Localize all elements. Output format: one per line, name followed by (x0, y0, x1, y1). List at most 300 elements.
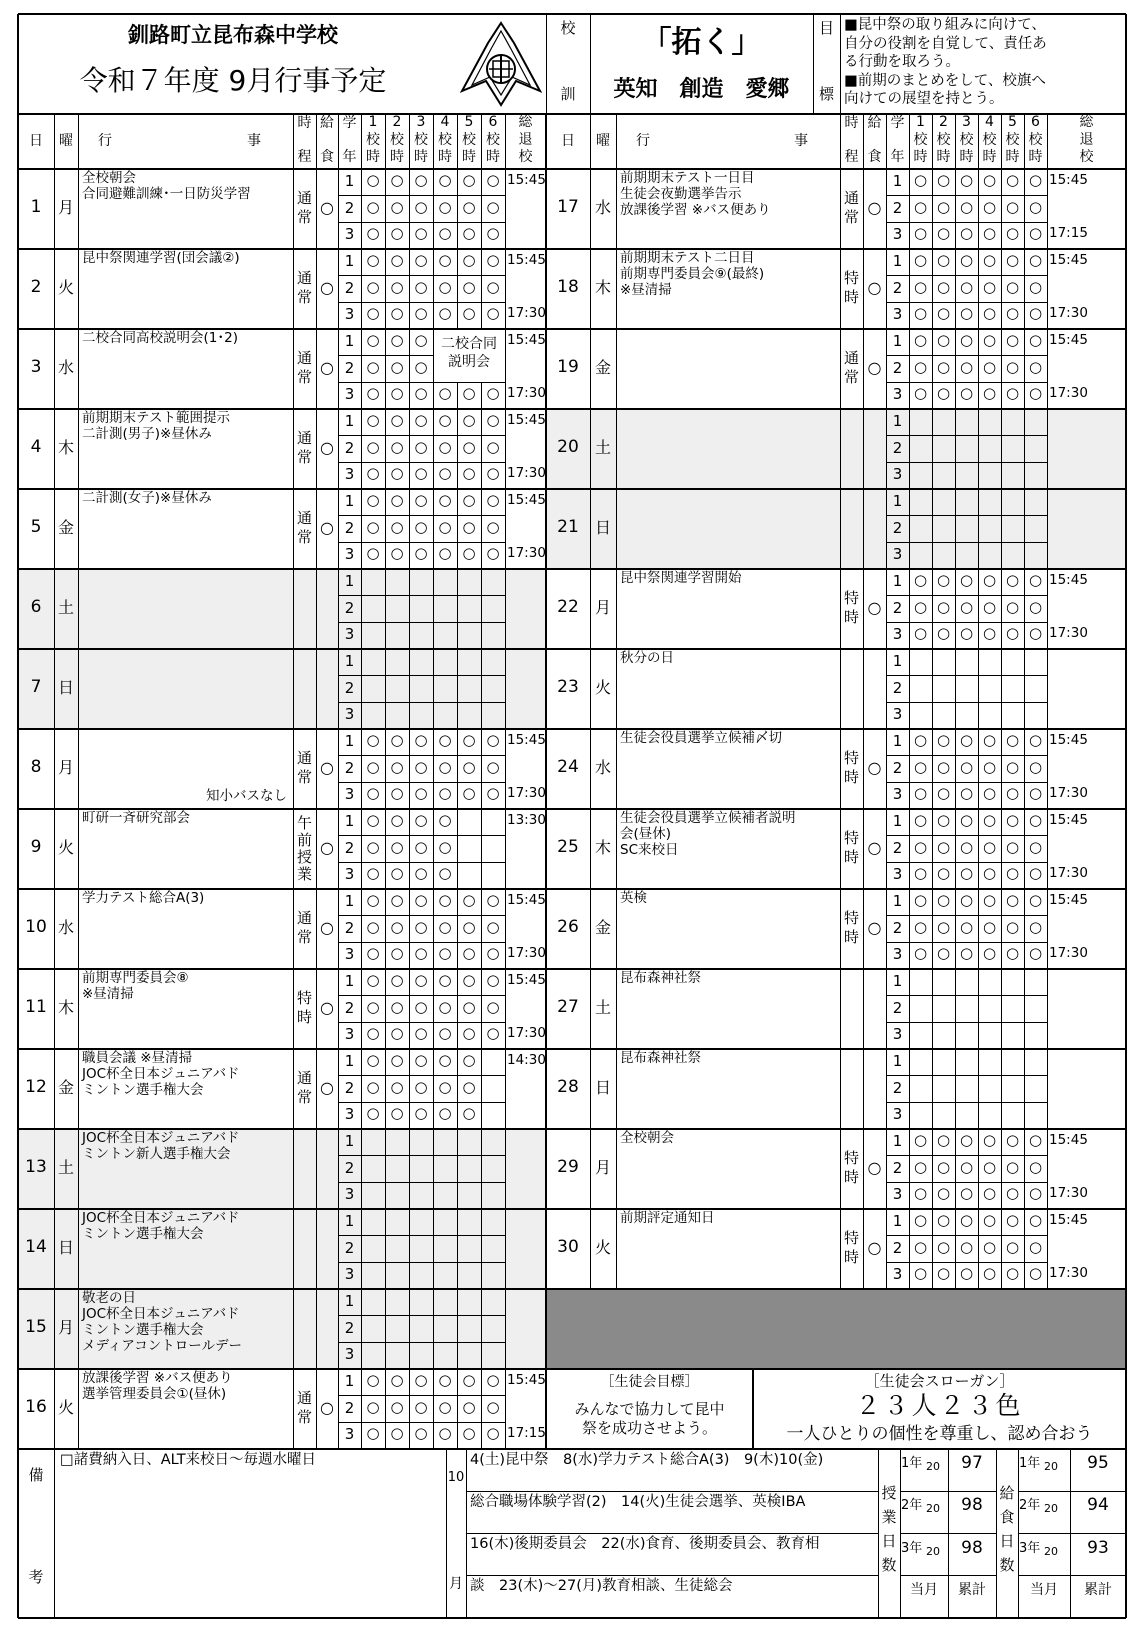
event-line: 前期期末テスト範囲提示 (82, 410, 230, 426)
period-mark: ○ (913, 1264, 928, 1283)
period-mark: ○ (462, 917, 476, 936)
schedule-type: 通 (296, 909, 312, 927)
period-mark: ○ (913, 197, 928, 216)
period-mark: ○ (959, 917, 974, 936)
period-mark: ○ (438, 1051, 452, 1069)
period-mark: ○ (1028, 357, 1043, 376)
period-mark: ○ (390, 171, 404, 189)
day-number: 20 (557, 437, 579, 457)
event-line: 前期期末テスト二日目 (620, 250, 755, 266)
period-mark: ○ (1005, 224, 1020, 243)
day-number: 8 (30, 757, 42, 777)
col-timeslot: 程 (297, 149, 312, 165)
period-mark: ○ (414, 864, 428, 883)
period-mark: ○ (438, 411, 452, 429)
period-mark: ○ (366, 944, 380, 963)
grade-number: 2 (892, 358, 903, 377)
lunch-mark: ○ (867, 1238, 882, 1257)
col-lunch: 食 (867, 149, 882, 165)
event-line: 秋分の日 (620, 650, 674, 666)
schedule-type: 特 (843, 589, 859, 607)
event-line: 敬老の日 (82, 1290, 136, 1306)
weekday: 月 (57, 758, 74, 777)
lunch-mark: ○ (320, 358, 334, 377)
period-mark: ○ (462, 997, 476, 1016)
period-mark: ○ (982, 571, 997, 589)
this-month-label: 当月 (1030, 1581, 1058, 1598)
period-mark: ○ (414, 491, 428, 509)
period-mark: ○ (366, 1397, 380, 1416)
grade-number: 1 (344, 812, 355, 830)
period-mark: ○ (390, 1424, 404, 1443)
day-number: 18 (557, 277, 579, 297)
period-mark: ○ (366, 837, 380, 856)
grade-number: 1 (344, 412, 355, 430)
event-line: 昆中祭関連学習(団会議②) (82, 250, 240, 266)
grade-number: 2 (344, 438, 355, 457)
period-mark: ○ (486, 891, 500, 909)
schedule-type: 通 (296, 189, 312, 207)
dismiss-time: 17:30 (507, 385, 546, 402)
period-mark: ○ (438, 811, 452, 829)
weekday: 水 (594, 198, 611, 217)
dismiss-time: 17:30 (1049, 785, 1088, 802)
event-line: JOC杯全日本ジュニアバド (82, 1306, 240, 1322)
schedule-type: 通 (843, 189, 859, 207)
col-period: 校 (414, 131, 428, 148)
event-line: 英検 (620, 890, 647, 906)
days-count-label: 日 (999, 1532, 1015, 1550)
period-mark: ○ (913, 384, 928, 403)
period-mark: ○ (390, 944, 404, 963)
grade-number: 3 (892, 545, 903, 564)
period-mark: ○ (936, 1211, 951, 1229)
grade-number: 3 (344, 1185, 355, 1204)
col-timeslot: 程 (844, 149, 859, 165)
period-mark: ○ (1005, 197, 1020, 216)
period-mark: ○ (959, 384, 974, 403)
grade-number: 2 (892, 598, 903, 617)
period-mark: ○ (438, 171, 452, 189)
period-mark: ○ (936, 357, 951, 376)
dismiss-time: 15:45 (1049, 1132, 1088, 1148)
grade-number: 1 (344, 1052, 355, 1070)
period-mark: ○ (366, 331, 380, 349)
period-mark: ○ (438, 917, 452, 936)
grade-number: 1 (892, 252, 903, 270)
grade-number: 2 (892, 838, 903, 857)
days-count-label: 給 (999, 1484, 1015, 1502)
days-count-total: 94 (1087, 1495, 1109, 1516)
lunch-mark: ○ (320, 838, 334, 857)
event-line: 二校合同高校説明会(1･2) (82, 330, 238, 346)
period-mark: ○ (913, 277, 928, 296)
dismiss-time: 15:45 (507, 1372, 546, 1388)
days-count-month: 20 (926, 1544, 940, 1558)
period-mark: ○ (462, 1424, 476, 1443)
period-mark: ○ (462, 464, 476, 483)
period-mark: ○ (1005, 1264, 1020, 1283)
period-mark: ○ (414, 331, 428, 349)
period-mark: ○ (390, 971, 404, 989)
period-mark: ○ (913, 917, 928, 936)
period-mark: ○ (1005, 1184, 1020, 1203)
period-mark: ○ (1028, 811, 1043, 829)
period-mark: ○ (1005, 811, 1020, 829)
lunch-mark: ○ (320, 438, 334, 457)
dismiss-time: 17:30 (1049, 1265, 1088, 1282)
event-line: ※昼清掃 (82, 986, 134, 1002)
col-lunch: 給 (320, 115, 334, 131)
period-mark: ○ (390, 197, 404, 216)
period-mark: ○ (390, 891, 404, 909)
weekday: 水 (57, 358, 74, 377)
period-mark: ○ (982, 917, 997, 936)
schedule-type: 常 (296, 1408, 312, 1426)
period-mark: ○ (366, 357, 380, 376)
event-line: 前期専門委員会⑨(最終) (620, 266, 765, 282)
period-mark: ○ (438, 891, 452, 909)
grade-number: 1 (344, 1372, 355, 1390)
period-mark: ○ (959, 1264, 974, 1283)
period-mark: ○ (982, 837, 997, 856)
period-mark: ○ (366, 864, 380, 883)
period-mark: ○ (462, 224, 476, 243)
grade-number: 3 (344, 1265, 355, 1284)
day-number: 19 (557, 357, 579, 377)
grade-number: 1 (344, 332, 355, 350)
joint-session-note: 説明会 (448, 354, 490, 370)
period-mark: ○ (390, 517, 404, 536)
schedule-type: 常 (296, 448, 312, 466)
period-mark: ○ (414, 1371, 428, 1389)
event-line: 前期評定通知日 (620, 1210, 715, 1226)
period-mark: ○ (390, 1104, 404, 1123)
goal-line: る行動を取ろう。 (844, 54, 960, 70)
cumulative-label: 累計 (958, 1581, 986, 1598)
grade-number: 2 (344, 278, 355, 297)
period-mark: ○ (1005, 251, 1020, 269)
period-mark: ○ (1005, 864, 1020, 883)
period-mark: ○ (414, 1077, 428, 1096)
goal-line: 自分の役割を自覚して、責任あ (844, 35, 1047, 52)
day-number: 17 (557, 197, 579, 217)
period-mark: ○ (414, 437, 428, 456)
period-mark: ○ (1028, 731, 1043, 749)
period-mark: ○ (486, 757, 500, 776)
col-dismiss: 校 (1079, 149, 1094, 165)
period-mark: ○ (486, 277, 500, 296)
period-mark: ○ (414, 251, 428, 269)
period-mark: ○ (414, 784, 428, 803)
period-mark: ○ (414, 731, 428, 749)
period-mark: ○ (936, 171, 951, 189)
weekday: 木 (594, 838, 611, 857)
col-period: 時 (390, 149, 404, 165)
grade-number: 2 (892, 758, 903, 777)
motto-label: 校 (560, 19, 576, 37)
period-mark: ○ (486, 971, 500, 989)
event-line: ミントン選手権大会 (82, 1322, 204, 1338)
day-number: 27 (557, 997, 579, 1017)
col-grade: 年 (342, 149, 357, 165)
period-mark: ○ (1028, 757, 1043, 776)
period-mark: ○ (414, 517, 428, 536)
event-line: 昆中祭関連学習開始 (620, 570, 742, 586)
goal-line: ■前期のまとめをして、校旗へ (844, 72, 1046, 89)
dismiss-time: 17:30 (1049, 385, 1088, 402)
period-mark: ○ (982, 357, 997, 376)
grade-number: 2 (892, 278, 903, 297)
period-mark: ○ (1028, 1184, 1043, 1203)
weekday: 水 (594, 758, 611, 777)
event-line: 二計測(女子)※昼休み (82, 490, 212, 506)
grade-number: 3 (892, 465, 903, 484)
period-mark: ○ (959, 224, 974, 243)
weekday: 月 (57, 198, 74, 217)
grade-number: 3 (344, 785, 355, 804)
grade-number: 1 (344, 892, 355, 910)
period-mark: ○ (414, 464, 428, 483)
period-mark: ○ (486, 1424, 500, 1443)
schedule-type: 通 (296, 269, 312, 287)
period-mark: ○ (936, 251, 951, 269)
page-title: 令和７年度 9月行事予定 (79, 64, 387, 97)
schedule-type: 常 (296, 288, 312, 306)
day-number: 15 (25, 1317, 47, 1337)
period-mark: ○ (390, 491, 404, 509)
period-mark: ○ (366, 491, 380, 509)
event-line: 放課後学習 ※バス便あり (82, 1370, 233, 1386)
period-mark: ○ (913, 357, 928, 376)
schedule-type: 特 (843, 1229, 859, 1247)
period-mark: ○ (366, 544, 380, 563)
col-period: 時 (414, 149, 428, 165)
period-mark: ○ (438, 784, 452, 803)
days-count-total: 98 (961, 1495, 983, 1516)
period-mark: ○ (1028, 1211, 1043, 1229)
day-number: 5 (30, 517, 42, 537)
october-event-line: 談 23(木)～27(月)教育相談、生徒総会 (470, 1578, 733, 1594)
schedule-type: 常 (296, 928, 312, 946)
period-mark: ○ (438, 517, 452, 536)
weekday: 金 (57, 1078, 74, 1097)
school-name: 釧路町立昆布森中学校 (128, 23, 338, 47)
period-mark: ○ (414, 917, 428, 936)
period-mark: ○ (366, 411, 380, 429)
event-line: 選挙管理委員会①(昼休) (82, 1386, 227, 1402)
day-number: 22 (557, 597, 579, 617)
goal-label: 標 (818, 85, 834, 103)
period-mark: ○ (936, 304, 951, 323)
dismiss-time: 17:30 (507, 945, 546, 962)
grade-number: 2 (344, 918, 355, 937)
period-mark: ○ (438, 864, 452, 883)
period-mark: ○ (390, 731, 404, 749)
period-mark: ○ (913, 1131, 928, 1149)
joint-session-note: 二校合同 (441, 336, 497, 352)
grade-number: 2 (344, 998, 355, 1017)
period-mark: ○ (1028, 864, 1043, 883)
period-mark: ○ (438, 251, 452, 269)
period-mark: ○ (486, 944, 500, 963)
lunch-mark: ○ (320, 518, 334, 537)
period-mark: ○ (1028, 1237, 1043, 1256)
schedule-type: 時 (843, 768, 859, 786)
weekday: 火 (594, 678, 611, 697)
period-mark: ○ (936, 571, 951, 589)
period-mark: ○ (1005, 1157, 1020, 1176)
col-period: 時 (913, 149, 928, 165)
period-mark: ○ (366, 784, 380, 803)
grade-number: 1 (344, 252, 355, 270)
period-mark: ○ (959, 304, 974, 323)
dismiss-time: 14:30 (507, 1052, 546, 1068)
period-mark: ○ (936, 891, 951, 909)
period-mark: ○ (959, 837, 974, 856)
grade-number: 3 (344, 465, 355, 484)
october-event-line: 総合職場体験学習(2) 14(火)生徒会選挙、英検IBA (470, 1494, 806, 1510)
period-mark: ○ (366, 224, 380, 243)
day-number: 10 (25, 917, 47, 937)
weekday: 水 (57, 918, 74, 937)
period-mark: ○ (414, 277, 428, 296)
period-mark: ○ (1028, 384, 1043, 403)
period-mark: ○ (486, 1371, 500, 1389)
days-count-label: 数 (999, 1556, 1015, 1574)
student-goal-line: 祭を成功させよう。 (581, 1419, 717, 1437)
period-mark: ○ (462, 304, 476, 323)
grade-number: 1 (892, 1212, 903, 1230)
period-mark: ○ (1005, 304, 1020, 323)
col-dismiss: 総 (518, 114, 533, 130)
lunch-mark: ○ (867, 278, 882, 297)
period-mark: ○ (1005, 357, 1020, 376)
dismiss-time: 15:45 (507, 172, 546, 188)
period-mark: ○ (390, 384, 404, 403)
schedule-type: 授 (296, 848, 312, 866)
period-mark: ○ (1028, 891, 1043, 909)
period-mark: ○ (913, 731, 928, 749)
period-mark: ○ (366, 1024, 380, 1043)
period-mark: ○ (390, 544, 404, 563)
grade-number: 2 (344, 678, 355, 697)
period-mark: ○ (982, 1157, 997, 1176)
dismiss-time: 15:45 (507, 732, 546, 748)
schedule-type: 通 (296, 749, 312, 767)
col-period: 時 (982, 149, 997, 165)
grade-number: 1 (892, 572, 903, 590)
event-line: 全校朝会 (82, 170, 136, 186)
period-mark: ○ (913, 304, 928, 323)
grade-number: 3 (344, 225, 355, 244)
col-period: 1 (916, 114, 925, 130)
period-mark: ○ (486, 197, 500, 216)
dismiss-time: 17:30 (507, 1025, 546, 1042)
period-mark: ○ (982, 891, 997, 909)
dismiss-time: 15:45 (507, 972, 546, 988)
day-number: 14 (25, 1237, 47, 1257)
grade-number: 1 (344, 972, 355, 990)
period-mark: ○ (959, 1184, 974, 1203)
period-mark: ○ (438, 1424, 452, 1443)
motto-label: 訓 (560, 85, 576, 103)
period-mark: ○ (936, 331, 951, 349)
dismiss-time: 17:30 (507, 305, 546, 322)
grade-number: 1 (892, 892, 903, 910)
period-mark: ○ (390, 357, 404, 376)
period-mark: ○ (414, 891, 428, 909)
unused-row-block (546, 1289, 1126, 1369)
period-mark: ○ (913, 251, 928, 269)
period-mark: ○ (390, 331, 404, 349)
dismiss-time: 17:15 (507, 1425, 546, 1442)
period-mark: ○ (414, 224, 428, 243)
period-mark: ○ (936, 1237, 951, 1256)
period-mark: ○ (936, 811, 951, 829)
period-mark: ○ (486, 224, 500, 243)
grade-number: 2 (344, 1318, 355, 1337)
col-period: 3 (962, 114, 971, 130)
weekday: 土 (594, 438, 611, 457)
school-crest-icon (456, 19, 546, 109)
notes-text: □諸費納入日、ALT来校日～毎週水曜日 (60, 1452, 317, 1468)
schedule-type: 常 (296, 368, 312, 386)
period-mark: ○ (414, 171, 428, 189)
grade-number: 1 (344, 652, 355, 670)
col-period: 時 (438, 149, 452, 165)
col-period: 2 (392, 114, 402, 130)
period-mark: ○ (913, 331, 928, 349)
grade-number: 1 (344, 172, 355, 190)
period-mark: ○ (462, 384, 476, 403)
days-count-label: 食 (999, 1508, 1015, 1526)
period-mark: ○ (366, 197, 380, 216)
period-mark: ○ (913, 784, 928, 803)
col-period: 時 (366, 149, 380, 165)
period-mark: ○ (913, 1157, 928, 1176)
grade-number: 1 (344, 732, 355, 750)
period-mark: ○ (462, 544, 476, 563)
event-line: 昆布森神社祭 (620, 970, 701, 986)
notes-label: 考 (28, 1568, 44, 1586)
period-mark: ○ (462, 891, 476, 909)
weekday: 木 (57, 998, 74, 1017)
period-mark: ○ (982, 251, 997, 269)
col-period: 4 (985, 114, 994, 130)
grade-number: 2 (344, 598, 355, 617)
period-mark: ○ (1005, 624, 1020, 643)
col-event: 事 (794, 133, 808, 149)
period-mark: ○ (959, 1157, 974, 1176)
event-line: ミントン選手権大会 (82, 1082, 204, 1098)
weekday: 木 (57, 438, 74, 457)
period-mark: ○ (366, 1104, 380, 1123)
this-month-label: 当月 (910, 1581, 938, 1598)
schedule-type: 通 (843, 349, 859, 367)
event-line: 町研一斉研究部会 (82, 810, 190, 826)
schedule-type: 常 (296, 768, 312, 786)
days-count-label: 日 (881, 1532, 897, 1550)
col-period: 校 (936, 131, 951, 148)
period-mark: ○ (1028, 944, 1043, 963)
period-mark: ○ (982, 1237, 997, 1256)
period-mark: ○ (366, 277, 380, 296)
grade-number: 1 (892, 812, 903, 830)
lunch-mark: ○ (320, 1078, 334, 1097)
lunch-mark: ○ (320, 278, 334, 297)
weekday: 日 (57, 678, 74, 697)
